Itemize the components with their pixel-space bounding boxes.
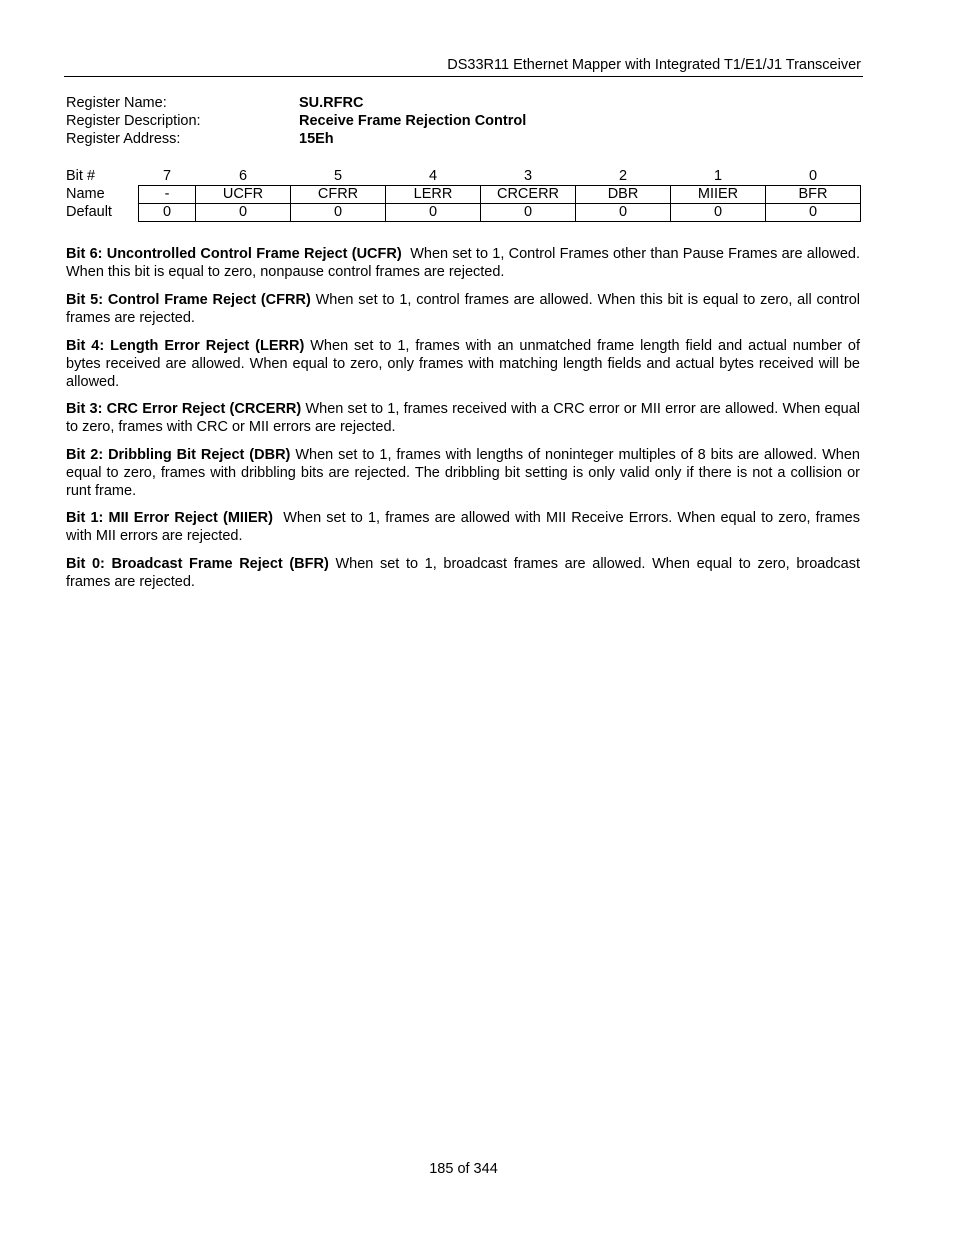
header-rule: [64, 76, 863, 77]
bit-default-cell: 0: [576, 204, 671, 222]
bit-description-text: When set to 1, control frames are allowed. When this bit is equal to zero, all control frames are rejected.: [66, 292, 860, 327]
bit-name-cell: CFRR: [291, 186, 386, 204]
bit-description-title: Bit 4: Length Error Reject (LERR): [66, 338, 305, 354]
bit-number-cell: 4: [428, 167, 438, 184]
bit-default-cell: 0: [671, 204, 766, 222]
bit-description-text: When set to 1, frames with an unmatched frame length field and actual number of bytes received are allowed. When equal to zero, only frames with matching length fields and actual bytes received will be allowed.: [66, 338, 860, 391]
bit-default-row: [64, 204, 861, 222]
bit-description-title: Bit 1: MII Error Reject (MIIER): [66, 510, 273, 526]
bit-description-title: Bit 2: Dribbling Bit Reject (DBR): [66, 447, 291, 463]
bit-name-cell: DBR: [576, 186, 671, 204]
register-name-value: SU.RFRC: [299, 95, 364, 111]
bit-name-row: [64, 186, 861, 204]
bit-default-cell: 0: [766, 204, 861, 222]
bit-number-cell: 1: [713, 167, 723, 184]
bit-description-title: Bit 3: CRC Error Reject (CRCERR): [66, 401, 302, 417]
bit-name-cell: LERR: [386, 186, 481, 204]
register-address-label: Register Address:: [66, 131, 181, 147]
bit-6-description: [66, 245, 860, 281]
bit-name-cell: -: [139, 186, 196, 204]
bit-number-cell: 7: [162, 167, 172, 184]
bit-row-label: Bit #: [66, 167, 96, 184]
bit-name-cell: BFR: [766, 186, 861, 204]
bit-4-description: [66, 337, 860, 392]
bit-name-cell: MIIER: [671, 186, 766, 204]
bit-number-cell: 6: [238, 167, 248, 184]
bit-number-cell: 0: [808, 167, 818, 184]
bit-description-text: When set to 1, frames with lengths of noninteger multiples of 8 bits are allowed. When equal to zero, frames with dribbling bits are rejected. The dribbling bit setting is only valid only if there is not a collision or runt frame.: [66, 447, 860, 500]
bit-default-cell: 0: [291, 204, 386, 222]
bit-default-cell: 0: [386, 204, 481, 222]
bit-description-title: Bit 0: Broadcast Frame Reject (BFR): [66, 556, 329, 572]
bit-default-cell: 0: [139, 204, 196, 222]
register-description-value: Receive Frame Rejection Control: [299, 113, 527, 129]
name-row-label: Name: [66, 186, 105, 202]
bit-default-cell: 0: [196, 204, 291, 222]
bit-description-text: When set to 1, frames are allowed with MII Receive Errors. When equal to zero, frames with MII errors are rejected.: [66, 510, 860, 545]
bit-number-cell: 2: [618, 167, 628, 184]
bit-2-description: [66, 446, 860, 501]
bit-description-text: When set to 1, frames received with a CRC error or MII error are allowed. When equal to zero, frames with CRC or MII errors are rejected.: [66, 401, 860, 436]
bit-table: [64, 167, 861, 222]
page-header: DS33R11 Ethernet Mapper with Integrated T1/E1/J1 Transceiver: [447, 57, 861, 73]
bit-description-text: When set to 1, broadcast frames are allowed. When equal to zero, broadcast frames are rejected.: [66, 556, 860, 591]
bit-1-description: [66, 509, 860, 545]
register-name-label: Register Name:: [66, 95, 167, 111]
bit-3-description: [66, 400, 860, 436]
bit-5-description: [66, 291, 860, 327]
page-number: 185 of 344: [429, 1161, 498, 1177]
bit-name-cell: UCFR: [196, 186, 291, 204]
bit-description-title: Bit 6: Uncontrolled Control Frame Reject (UCFR): [66, 246, 402, 262]
bit-0-description: [66, 555, 860, 591]
bit-number-cell: 3: [523, 167, 533, 184]
register-address-value: 15Eh: [299, 131, 334, 147]
bit-description-title: Bit 5: Control Frame Reject (CFRR): [66, 292, 311, 308]
bit-number-row: [64, 167, 861, 186]
bit-default-cell: 0: [481, 204, 576, 222]
bit-number-cell: 5: [333, 167, 343, 184]
register-description-label: Register Description:: [66, 113, 201, 129]
bit-description-text: When set to 1, Control Frames other than Pause Frames are allowed. When this bit is equal to zero, nonpause control frames are rejected.: [66, 246, 860, 281]
default-row-label: Default: [66, 204, 112, 220]
bit-name-cell: CRCERR: [481, 186, 576, 204]
